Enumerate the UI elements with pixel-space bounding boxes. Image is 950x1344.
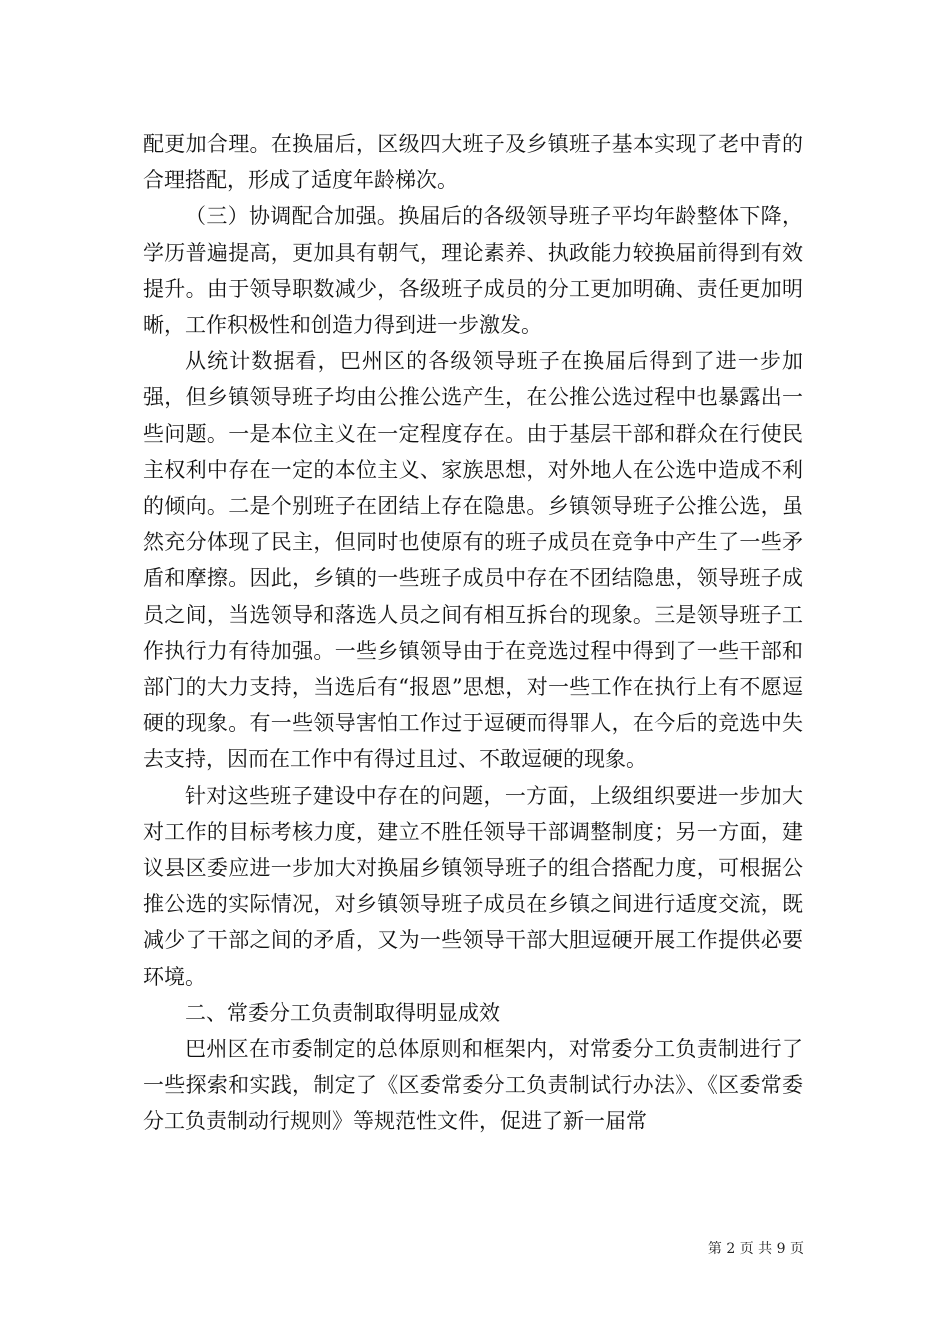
page-number-footer: 第 2 页 共 9 页 [707,1241,804,1257]
section-heading: 二、常委分工负责制取得明显成效 [185,1000,500,1025]
paragraph-3: 从统计数据看，巴州区的各级领导班子在换届后得到了进一步加强，但乡镇领导班子均由公推公选产生，在公推公选过程中也暴露出一些问题。一是本位主义在一定程度存在。由于基层干部和群众在行使民主权利中存在一定的本位主义、家族思想，对外地人在公选中造成不利的倾向。二是个别班子在团结上存在隐患。乡镇领导班子公推公选，虽然充分体现了民主，但同时也使原有的班子成员在竞争中产生了一些矛盾和摩擦。因此，乡镇的一些班子成员中存在不团结隐患，领导班子成员之间，当选领导和落选人员之间有相互拆台的现象。三是领导班子工作执行力有待加强。一些乡镇领导由于在竞选过程中得到了一些干部和部门的大力支持，当选后有“报恩”思想，对一些工作在执行上有不愿逗硬的现象。有一些领导害怕工作过于逗硬而得罪人，在今后的竞选中失去支持，因而在工作中有得过且过、不敢逗硬的现象。 [143,349,803,772]
paragraph-1: 配更加合理。在换届后，区级四大班子及乡镇班子基本实现了老中青的合理搭配，形成了适度年龄梯次。 [143,132,803,193]
paragraph-5: 巴州区在市委制定的总体原则和框架内，对常委分工负责制进行了一些探索和实践，制定了《区委常委分工负责制试行办法》、《区委常委分工负责制动行规则》等规范性文件，促进了新一届常 [143,1037,803,1134]
paragraph-4: 针对这些班子建设中存在的问题，一方面，上级组织要进一步加大对工作的目标考核力度，建立不胜任领导干部调整制度；另一方面，建议县区委应进一步加大对换届乡镇领导班子的组合搭配力度，可根据公推公选的实际情况，对乡镇领导班子成员在乡镇之间进行适度交流，既减少了干部之间的矛盾，又为一些领导干部大胆逗硬开展工作提供必要环境。 [143,783,803,989]
document-body [143,126,803,1140]
paragraph-2: （三）协调配合加强。换届后的各级领导班子平均年龄整体下降，学历普遍提高，更加具有朝气，理论素养、执政能力较换届前得到有效提升。由于领导职数减少，各级班子成员的分工更加明确、责任更加明晰，工作积极性和创造力得到进一步激发。 [143,204,803,338]
